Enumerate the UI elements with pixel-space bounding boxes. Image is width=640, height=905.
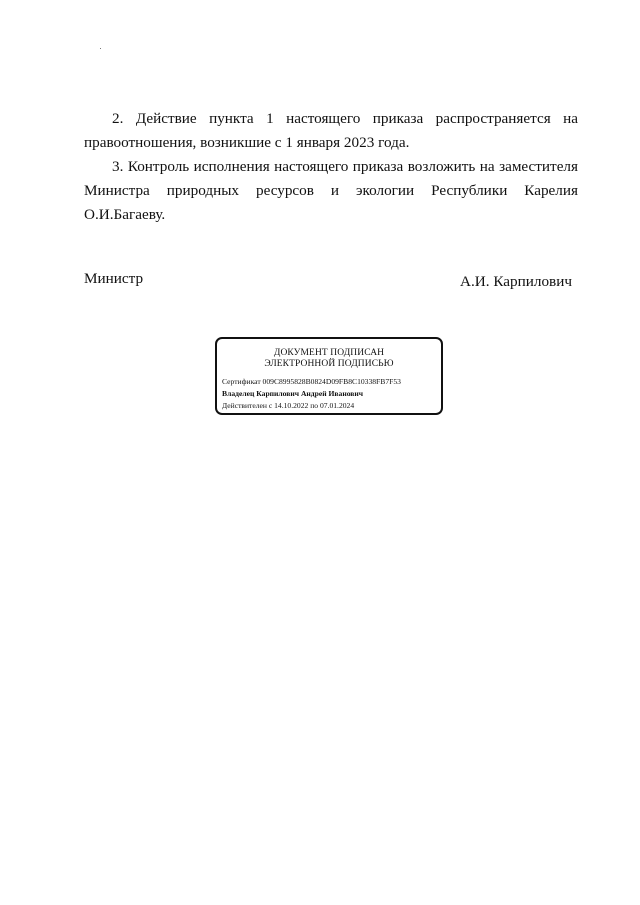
stamp-validity: Действителен с 14.10.2022 по 07.01.2024 (222, 401, 355, 410)
stamp-title-line-2: ЭЛЕКТРОННОЙ ПОДПИСЬЮ (264, 359, 394, 369)
stamp-owner: Владелец Карпилович Андрей Иванович (222, 389, 364, 398)
signatory-name: А.И. Карпилович (460, 273, 572, 290)
signatory-role: Министр (84, 270, 144, 287)
stamp-certificate: Сертификат 009C8995828B0824D09FB8C10338FB7F53 (222, 377, 401, 386)
stamp-title (217, 348, 441, 370)
stamp-title-line-1: ДОКУМЕНТ ПОДПИСАН (273, 348, 385, 358)
scan-speck (100, 48, 101, 49)
paragraph-2: 2. Действие пункта 1 настоящего приказа распространяется на правоотношения, возникшие с 1 января 2023 года. (84, 110, 578, 151)
electronic-signature-stamp (215, 337, 443, 415)
paragraph-3: 3. Контроль исполнения настоящего приказа возложить на заместителя Министра природных ресурсов и экологии Республики Карелия О.И.Багаеву. (84, 158, 578, 223)
